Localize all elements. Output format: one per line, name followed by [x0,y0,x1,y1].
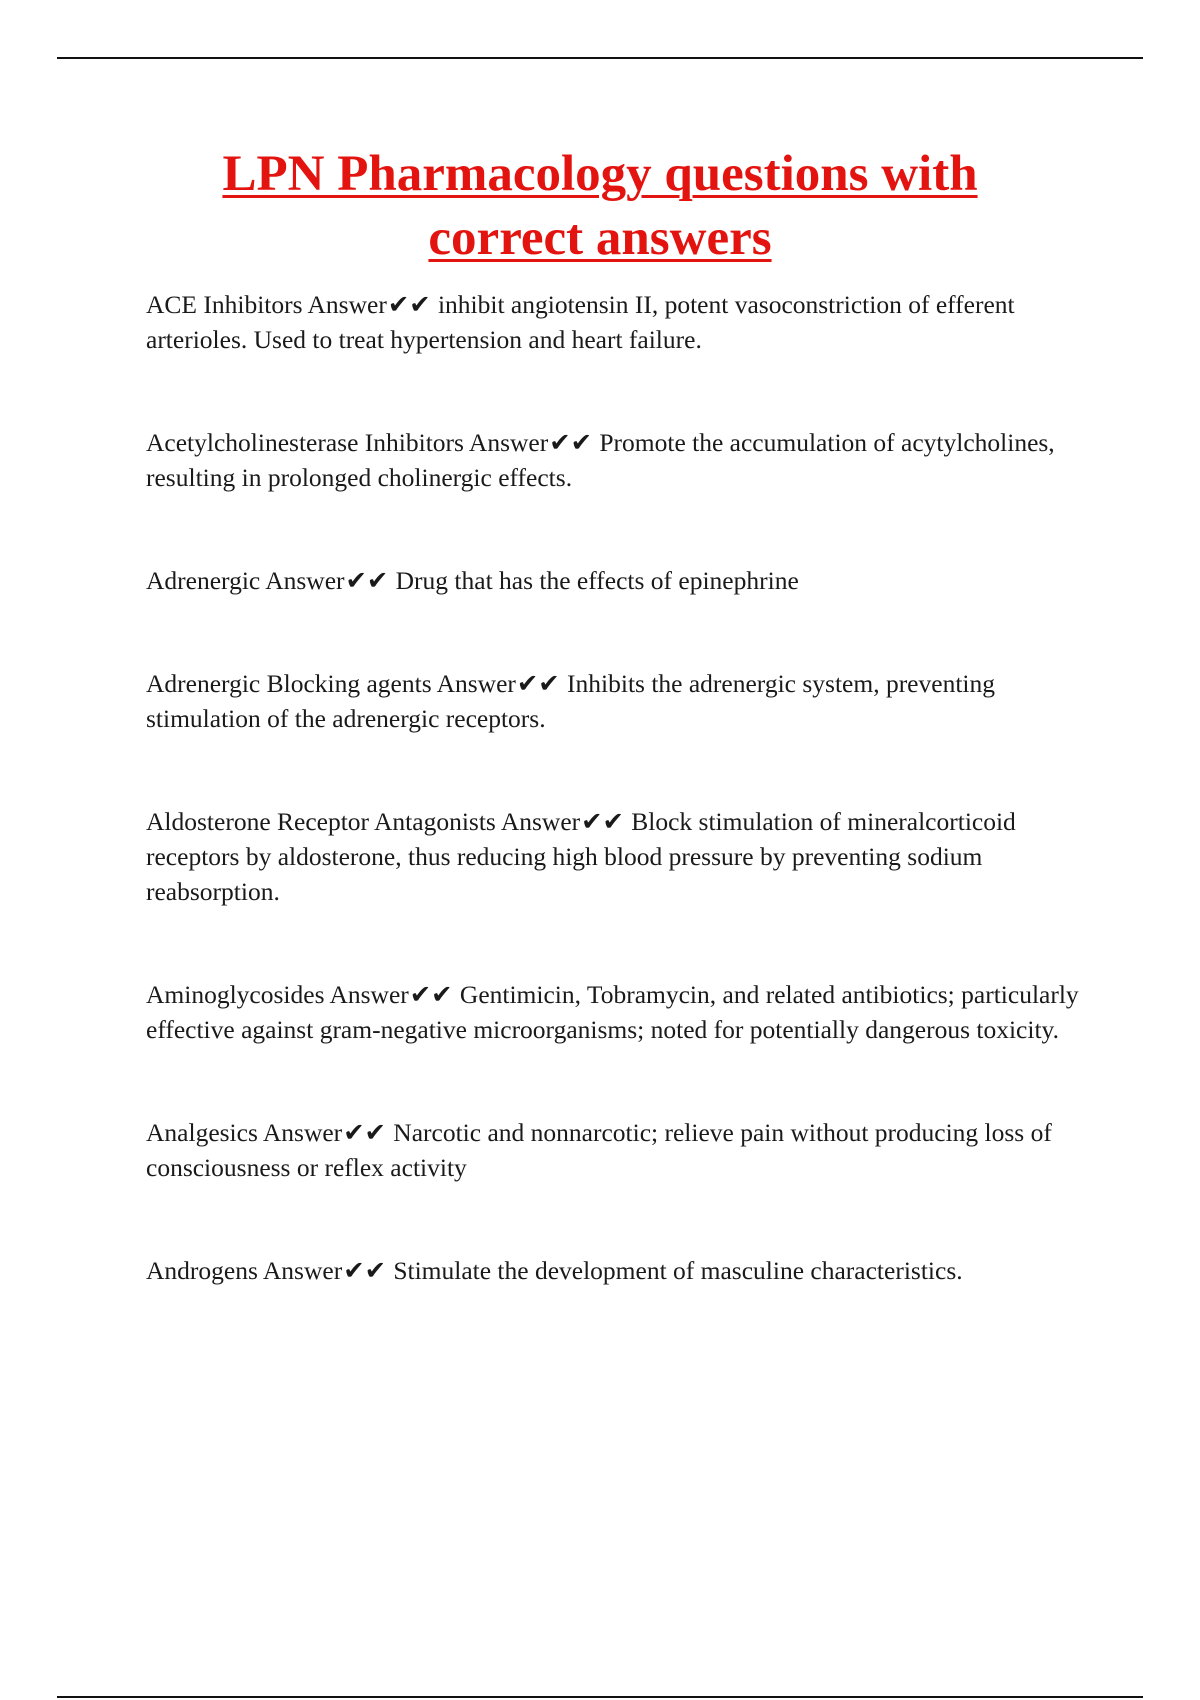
entry-term: Aldosterone Receptor Antagonists [146,807,496,836]
entry-list [146,287,1096,1356]
entry-definition: Inhibits the adrenergic system, preventing stimulation of the adrenergic receptors. [146,669,995,733]
entry-aminoglycosides [146,977,1096,1047]
entry-term: Analgesics [146,1118,258,1147]
answer-label: Answer [500,807,581,836]
answer-label: Answer [265,566,345,595]
answer-label: Answer [262,1118,343,1147]
entry-adrenergic-blocking-agents [146,666,1096,736]
check-marks-icon: ✔✔ [345,566,389,595]
answer-label: Answer [307,290,387,319]
entry-acetylcholinesterase-inhibitors [146,425,1096,495]
entry-definition: Promote the accumulation of acytylcholines, resulting in prolonged cholinergic effects. [146,428,1055,492]
entry-definition: inhibit angiotensin II, potent vasoconstriction of efferent arterioles. Used to treat hypertension and heart failure. [146,290,1015,354]
check-marks-icon: ✔✔ [549,428,592,457]
answer-label: Answer [468,428,549,457]
check-marks-icon: ✔✔ [516,669,560,698]
entry-definition: Stimulate the development of masculine characteristics. [393,1256,963,1285]
entry-analgesics [146,1115,1096,1185]
answer-label: Answer [436,669,516,698]
entry-definition: Block stimulation of mineralcorticoid receptors by aldosterone, thus reducing high blood pressure by preventing sodium reabsorption. [146,807,1016,906]
check-marks-icon: ✔✔ [581,807,624,836]
entry-definition: Narcotic and nonnarcotic; relieve pain without producing loss of consciousness or reflex activity [146,1118,1052,1182]
top-rule [57,57,1143,59]
entry-term: ACE Inhibitors [146,290,303,319]
title-line-1: LPN Pharmacology questions with [222,146,978,202]
entry-term: Acetylcholinesterase Inhibitors [146,428,464,457]
entry-term: Androgens [146,1256,258,1285]
check-marks-icon: ✔✔ [343,1118,386,1147]
entry-term: Aminoglycosides [146,980,325,1009]
title-line-2: correct answers [428,210,772,266]
document-title [150,142,1050,270]
entry-term: Adrenergic Blocking agents [146,669,432,698]
entry-aldosterone-receptor-antagonists [146,804,1096,909]
entry-definition: Drug that has the effects of epinephrine [395,566,799,595]
check-marks-icon: ✔✔ [343,1256,386,1285]
check-marks-icon: ✔✔ [409,980,453,1009]
bottom-rule [57,1696,1143,1698]
check-marks-icon: ✔✔ [387,290,431,319]
entry-definition: Gentimicin, Tobramycin, and related antibiotics; particularly effective against gram-negative microorganisms; noted for potentially dangerous toxicity. [146,980,1079,1044]
entry-ace-inhibitors [146,287,1096,357]
entry-term: Adrenergic [146,566,261,595]
entry-adrenergic [146,563,1096,598]
answer-label: Answer [329,980,409,1009]
entry-androgens [146,1253,1096,1288]
answer-label: Answer [262,1256,343,1285]
